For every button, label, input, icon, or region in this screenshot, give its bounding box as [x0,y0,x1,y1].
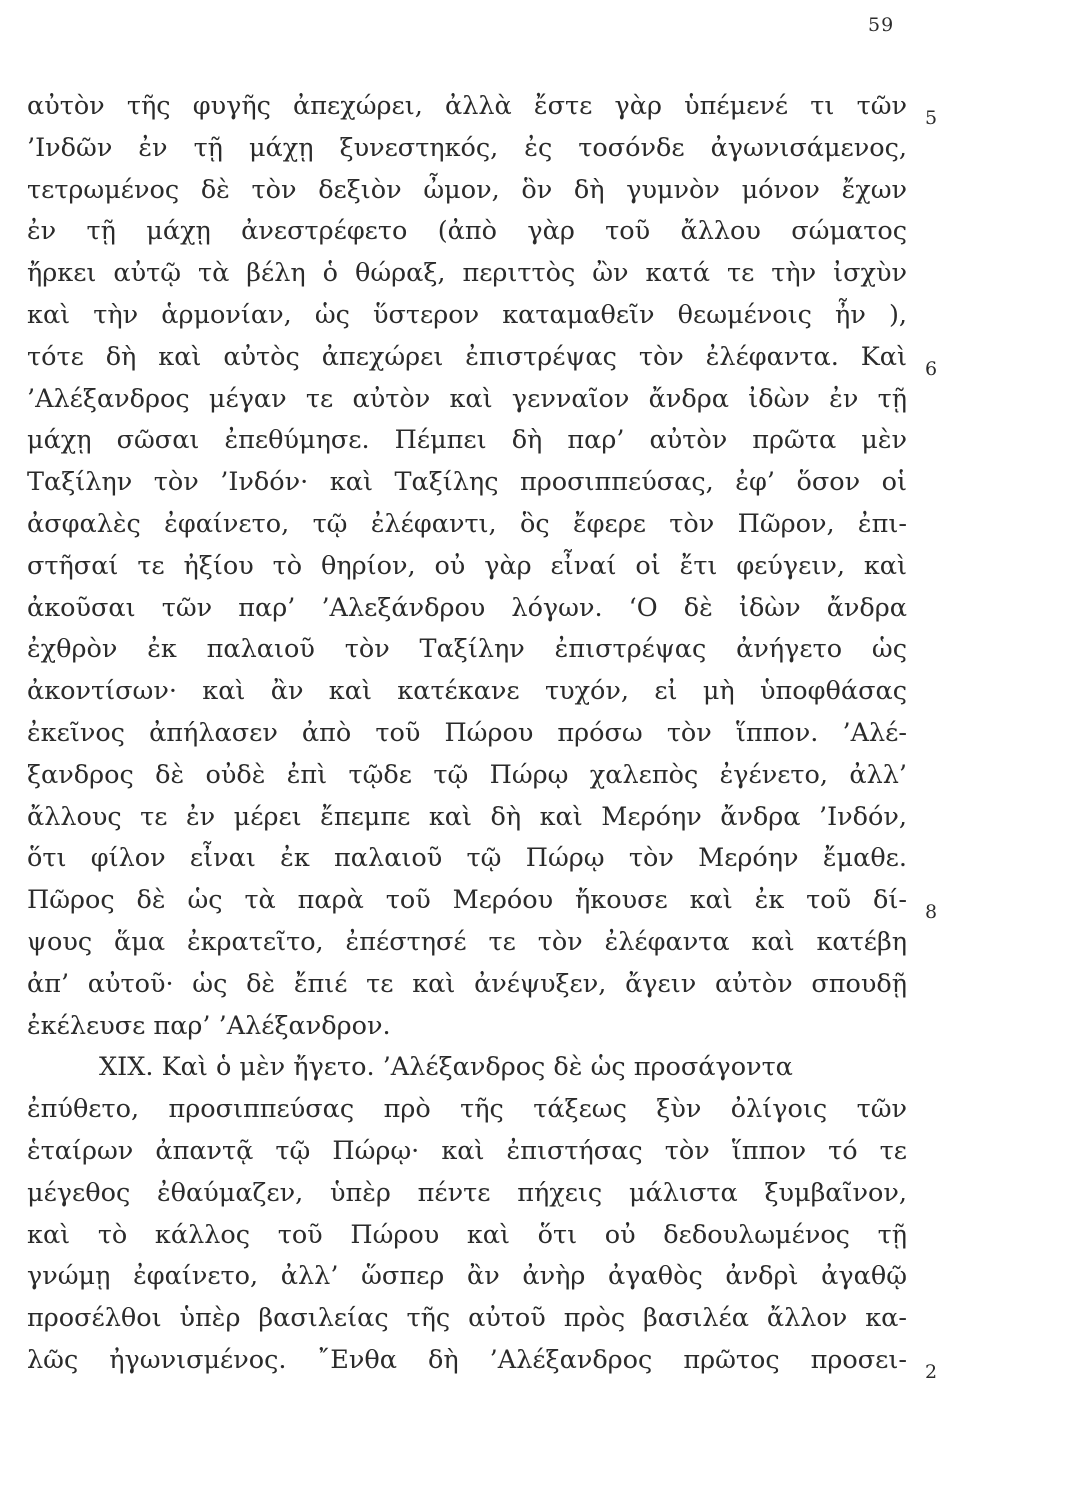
line-text: τετρωμένος δὲ τὸν δεξιὸν ὦμον, ὃν δὴ γυμνὸν μόνον ἔχων [27,174,907,205]
text-line [27,1047,907,1089]
text-line [27,337,938,380]
text-line [27,211,907,253]
line-text: ἄλλους τε ἐν μέρει ἔπεμπε καὶ δὴ καὶ Μερόην ἄνδρα ’Ινδόν, [27,801,907,832]
line-text: ἐκέλευσε παρ’ ’Αλέξανδρον. [27,1010,391,1041]
text-line [27,838,907,880]
line-text: ἐκεῖνος ἀπήλασεν ἀπὸ τοῦ Πώρου πρόσω τὸν ἵππον. ’Αλέ- [27,717,907,748]
text-line [27,1298,907,1340]
line-text: καὶ τὴν ἁρμονίαν, ὡς ὕστερον καταμαθεῖν θεωμένοις ἦν ), [27,299,907,330]
margin-section-number: 6 [925,357,938,380]
page-number: 59 [868,14,895,36]
text-line [27,1131,907,1173]
line-text: καὶ τὸ κάλλος τοῦ Πώρου καὶ ὅτι οὐ δεδουλωμένος τῇ [27,1219,907,1250]
text-line [27,922,907,964]
text-line [27,671,907,713]
line-text: λῶς ἠγωνισμένος. ῎Ενθα δὴ ’Αλέξανδρος πρῶτος προσει- [27,1344,907,1375]
line-text: ψους ἅμα ἐκρατεῖτο, ἐπέστησέ τε τὸν ἐλέφαντα καὶ κατέβη [27,926,907,957]
line-text: Ταξίλην τὸν ’Ινδόν· καὶ Ταξίλης προσιππεύσας, ἐφ’ ὅσον οἱ [27,467,907,498]
text-line [27,588,907,630]
text-line [27,379,907,421]
text-line [27,713,907,755]
line-text: μέγεθος ἐθαύμαζεν, ὑπὲρ πέντε πήχεις μάλιστα ξυμβαῖνον, [27,1177,907,1208]
text-line [27,546,907,588]
text-line [27,86,938,129]
line-text: ἀκοῦσαι τῶν παρ’ ’Αλεξάνδρου λόγων. ‘Ο δὲ ἰδὼν ἄνδρα [27,592,907,623]
text-line [27,755,907,797]
text-line [27,1089,907,1131]
line-text: ἤρκει αὐτῷ τὰ βέλη ὁ θώραξ, περιττὸς ὢν κατά τε τὴν ἰσχὺν [27,258,907,289]
text-line [27,504,907,546]
margin-section-number: 8 [925,901,938,924]
line-text: Πῶρος δὲ ὡς τὰ παρὰ τοῦ Μερόου ἤκουσε καὶ ἐκ τοῦ δί- [27,885,907,916]
line-text: ἀπ’ αὐτοῦ· ὡς δὲ ἔπιέ τε καὶ ἀνέψυξεν, ἄγειν αὐτὸν σπουδῇ [27,968,907,999]
text-line [27,1215,907,1257]
text-line [27,1173,907,1215]
text-line [27,797,907,839]
line-text: ἀσφαλὲς ἐφαίνετο, τῷ ἐλέφαντι, ὃς ἔφερε τὸν Πῶρον, ἐπι- [27,508,907,539]
text-line [27,1256,907,1298]
line-text: ὅτι φίλον εἶναι ἐκ παλαιοῦ τῷ Πώρῳ τὸν Μερόην ἔμαθε. [27,843,907,874]
line-text: ἐν τῇ μάχῃ ἀνεστρέφετο (ἀπὸ γὰρ τοῦ ἄλλου σώματος [27,216,907,247]
line-text: ἑταίρων ἀπαντᾷ τῷ Πώρῳ· καὶ ἐπιστήσας τὸν ἵππον τό τε [27,1135,907,1166]
line-text: ’Αλέξανδρος μέγαν τε αὐτὸν καὶ γενναῖον ἄνδρα ἰδὼν ἐν τῇ [27,383,907,414]
text-line [27,253,907,295]
line-text: ἀκοντίσων· καὶ ἂν καὶ κατέκανε τυχόν, εἰ μὴ ὑποφθάσας [27,676,907,707]
line-text: αὐτὸν τῆς φυγῆς ἀπεχώρει, ἀλλὰ ἔστε γὰρ ὑπέμενέ τι τῶν [27,91,907,121]
text-line [27,1006,907,1048]
text-line [27,1340,938,1383]
text-body [27,86,938,1383]
margin-section-number: 5 [925,107,938,129]
line-text: ἐπύθετο, προσιππεύσας πρὸ τῆς τάξεως ξὺν ὀλίγοις τῶν [27,1094,907,1125]
line-text: ἐχθρὸν ἐκ παλαιοῦ τὸν Ταξίλην ἐπιστρέψας ἀνήγετο ὡς [27,634,907,665]
line-text: μάχῃ σῶσαι ἐπεθύμησε. Πέμπει δὴ παρ’ αὐτὸν πρῶτα μὲν [27,425,907,456]
text-line [27,170,907,212]
text-line [27,128,907,170]
margin-section-number: 2 [925,1360,938,1383]
text-line [27,462,907,504]
text-line [27,880,938,924]
line-text: προσέλθοι ὑπὲρ βασιλείας τῆς αὐτοῦ πρὸς βασιλέα ἄλλον κα- [27,1303,907,1334]
line-text: ξανδρος δὲ οὐδὲ ἐπὶ τῷδε τῷ Πώρῳ χαλεπὸς ἐγένετο, ἀλλ’ [27,759,907,790]
text-line [27,295,907,337]
line-text: ’Ινδῶν ἐν τῇ μάχῃ ξυνεστηκός, ἐς τοσόνδε ἀγωνισάμενος, [27,132,907,163]
text-line [27,964,907,1006]
line-text: γνώμῃ ἐφαίνετο, ἀλλ’ ὥσπερ ἂν ἀνὴρ ἀγαθὸς ἀνδρὶ ἀγαθῷ [27,1261,907,1292]
line-text: στῆσαί τε ἠξίου τὸ θηρίον, οὐ γὰρ εἶναί οἱ ἔτι φεύγειν, καὶ [27,550,907,581]
line-text: XIX. Καὶ ὁ μὲν ἤγετο. ’Αλέξανδρος δὲ ὡς προσάγοντα [99,1052,793,1083]
line-text: τότε δὴ καὶ αὐτὸς ἀπεχώρει ἐπιστρέψας τὸν ἐλέφαντα. Καὶ [27,341,907,372]
text-line [27,629,907,671]
text-line [27,420,907,462]
